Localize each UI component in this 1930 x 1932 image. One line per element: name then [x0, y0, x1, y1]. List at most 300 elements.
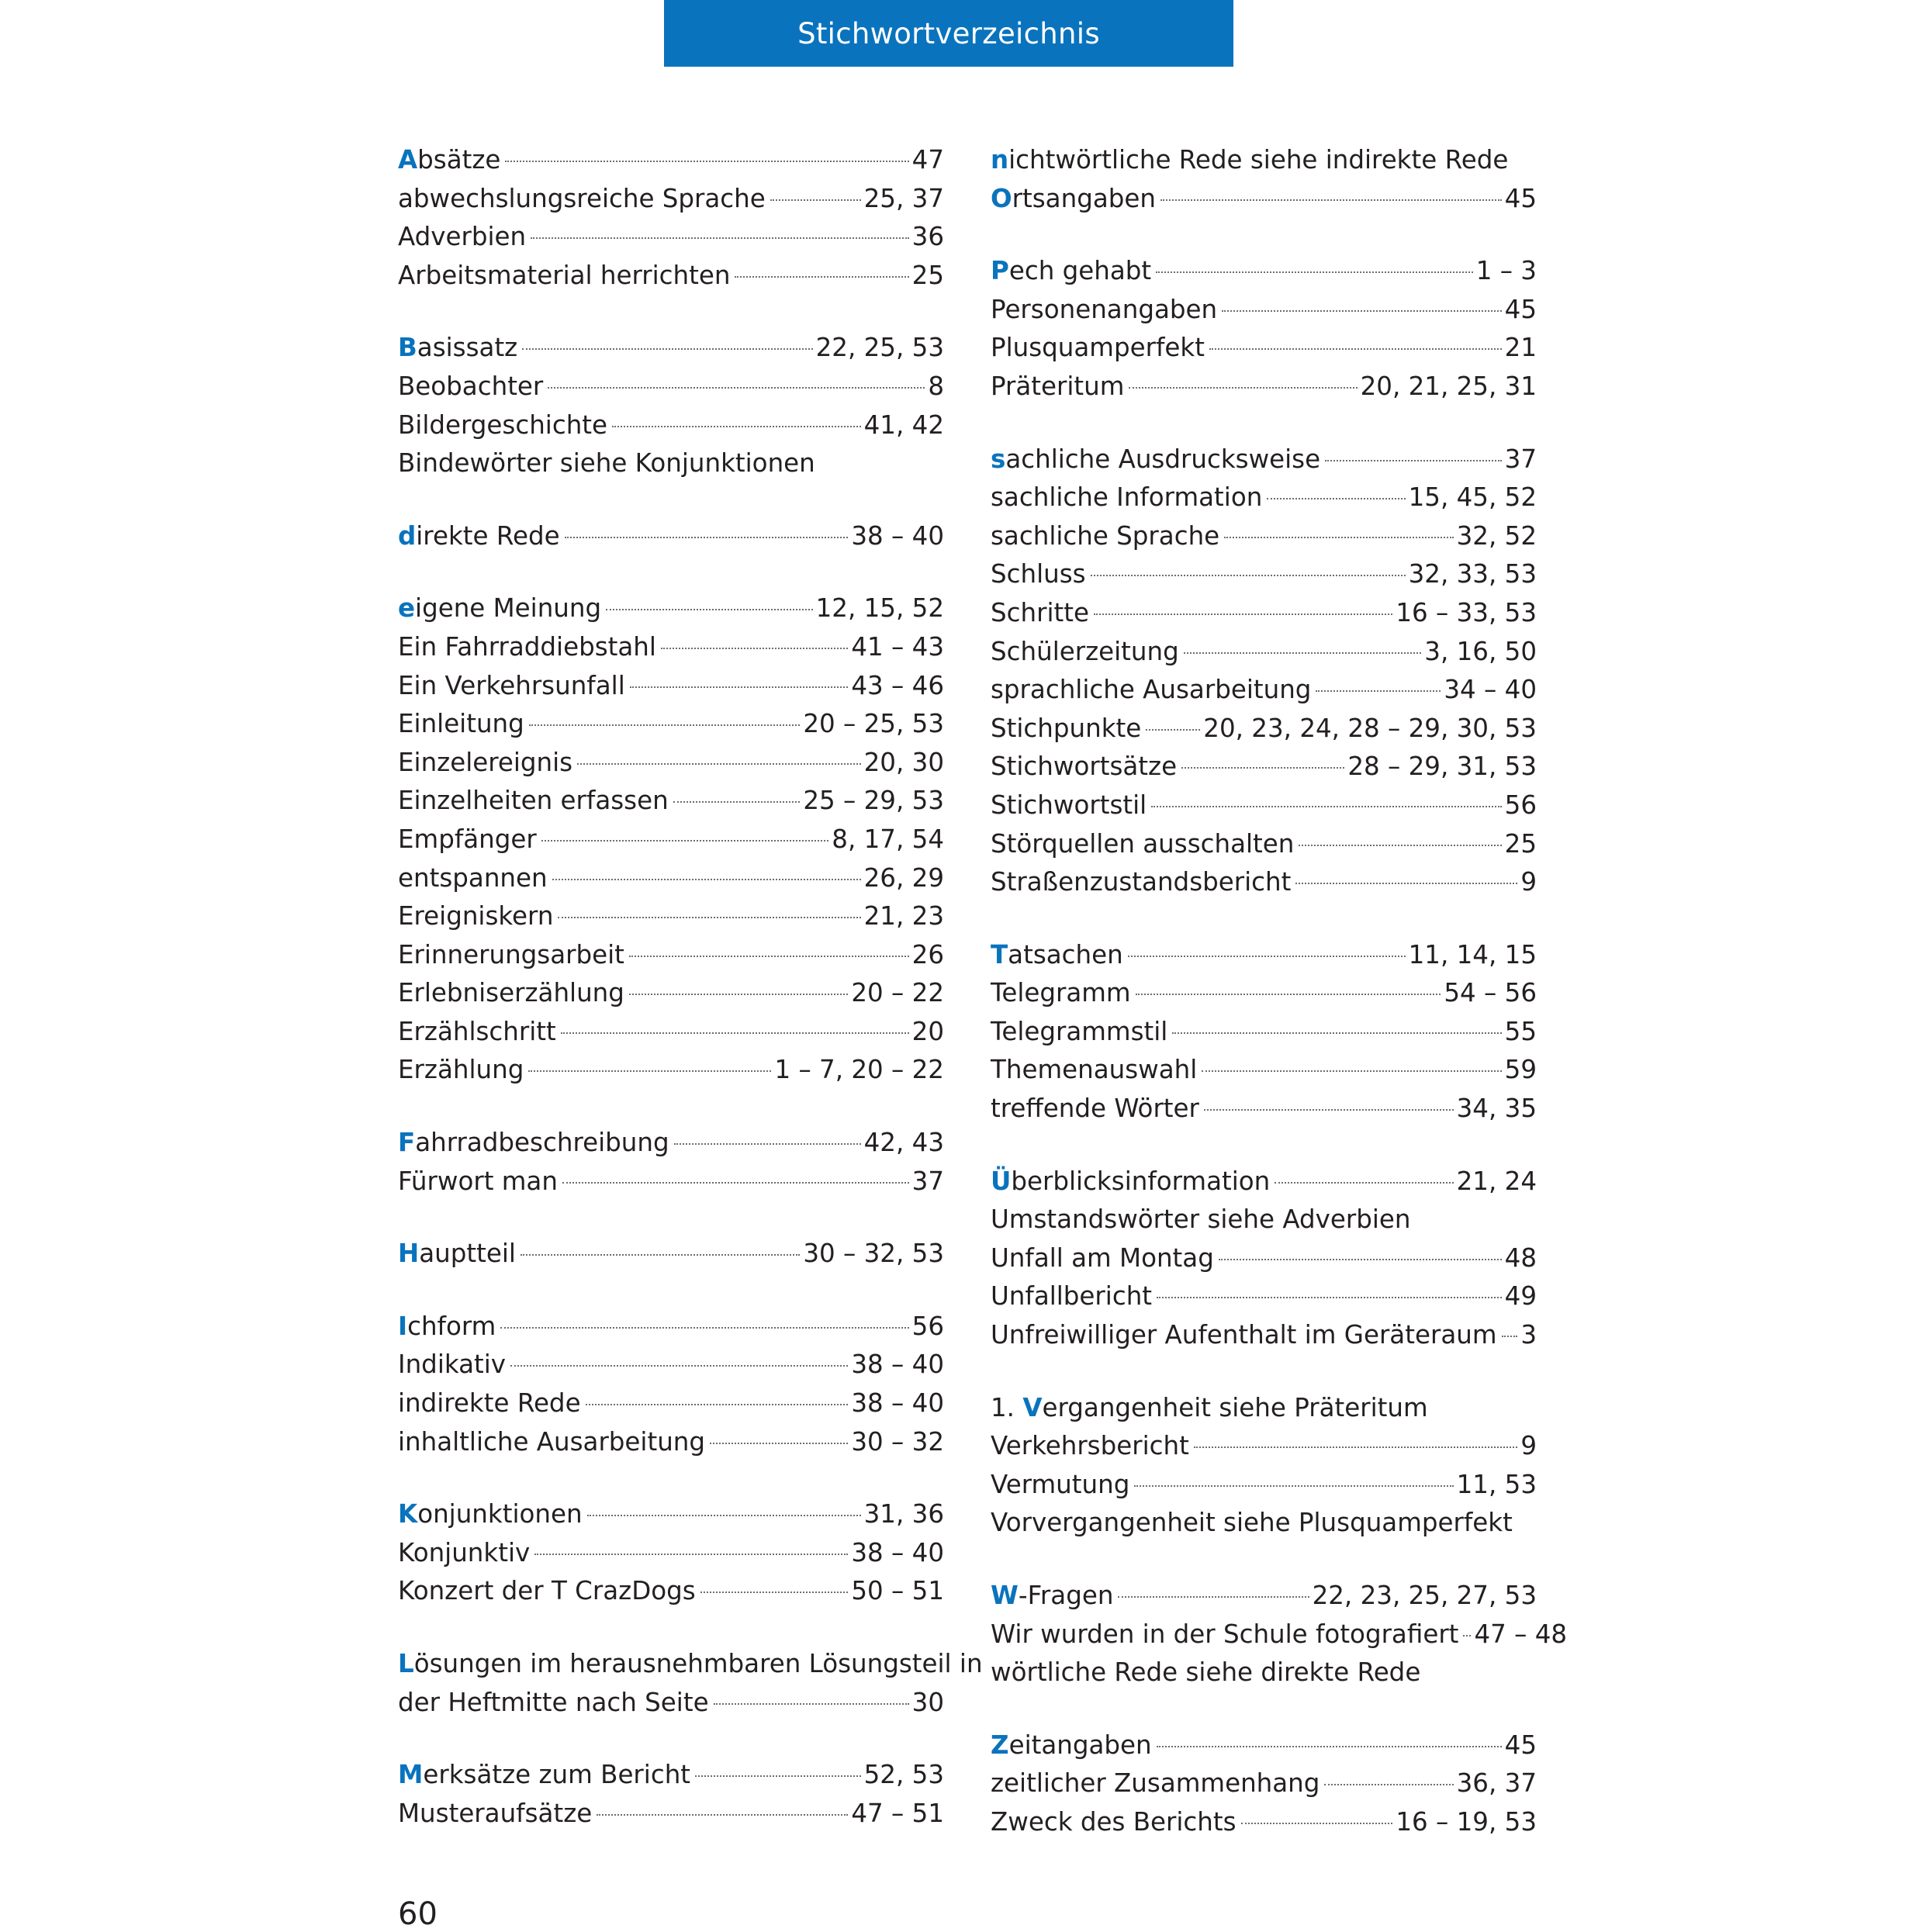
index-page-numbers: 26	[911, 939, 944, 969]
index-term-text: Unfallbericht	[991, 1281, 1153, 1312]
index-term-text: rtsangaben	[1012, 183, 1156, 213]
index-column-left	[398, 141, 983, 1867]
index-term-text: Erlebniserzählung	[398, 978, 624, 1008]
dot-leader	[1094, 613, 1392, 615]
index-term	[398, 782, 669, 821]
index-term	[991, 1051, 1197, 1090]
index-page-numbers: 25	[911, 260, 944, 290]
index-term-text: indirekte Rede	[398, 1388, 581, 1419]
index-term	[398, 1756, 690, 1795]
index-term-text: Telegrammstil	[991, 1016, 1168, 1046]
index-entry	[398, 1308, 944, 1346]
index-term	[398, 936, 624, 975]
dot-leader	[700, 1592, 849, 1593]
index-term-text: -Fragen	[1018, 1581, 1114, 1610]
index-term	[398, 667, 625, 706]
index-term-text: Plusquamperfekt	[991, 333, 1205, 363]
index-initial-letter: W	[991, 1581, 1019, 1610]
index-term	[398, 180, 766, 219]
dot-leader	[541, 840, 829, 842]
index-initial-letter: L	[398, 1649, 414, 1678]
index-term-text: Themenauswahl	[991, 1055, 1198, 1085]
index-term	[991, 329, 1205, 368]
index-term	[398, 1572, 696, 1611]
index-page-numbers: 45	[1504, 294, 1537, 324]
dot-leader	[1463, 1635, 1471, 1636]
index-entry	[991, 1051, 1537, 1090]
index-term	[398, 1795, 592, 1833]
index-term-text: Störquellen ausschalten	[991, 828, 1295, 859]
index-page-numbers: 38 – 40	[851, 1388, 944, 1419]
index-term-text: wörtliche Rede siehe direkte Rede	[991, 1657, 1421, 1688]
index-page-numbers: 20 – 22	[851, 978, 944, 1008]
index-term-text: Wir wurden in der Schule fotografiert	[991, 1619, 1459, 1649]
index-page-numbers: 22, 23, 25, 27, 53	[1312, 1581, 1537, 1610]
dot-leader	[1128, 956, 1406, 957]
index-term-text: Unfreiwilliger Aufenthalt im Geräteraum	[991, 1320, 1497, 1350]
index-page-numbers: 55	[1504, 1016, 1537, 1046]
index-initial-letter: A	[398, 145, 418, 175]
index-entry	[398, 1795, 944, 1833]
index-term-text: Adverbien	[398, 222, 527, 252]
index-entry	[991, 863, 1537, 902]
dot-leader	[735, 276, 908, 278]
index-term-text: ergangenheit siehe Präteritum	[1042, 1392, 1428, 1422]
index-term	[991, 748, 1177, 786]
index-page-numbers: 11, 53	[1456, 1469, 1537, 1499]
index-entry	[991, 1163, 1537, 1201]
index-term	[398, 1013, 556, 1052]
dot-leader	[586, 1404, 849, 1405]
index-page-numbers: 32, 33, 53	[1408, 559, 1537, 589]
index-initial-letter: T	[991, 939, 1008, 969]
index-entry	[398, 444, 944, 483]
index-page-numbers: 20	[911, 1016, 944, 1046]
index-term	[991, 141, 1508, 180]
index-entry	[991, 479, 1537, 517]
index-entry	[398, 406, 944, 445]
index-group	[991, 1726, 1537, 1842]
index-page-numbers: 25	[1504, 828, 1537, 859]
dot-leader	[587, 1515, 861, 1516]
index-entry	[398, 936, 944, 975]
index-page-numbers: 47	[911, 145, 944, 175]
index-term	[398, 329, 517, 368]
index-page-numbers: 9	[1520, 867, 1537, 897]
dot-leader	[1224, 537, 1453, 538]
index-page-numbers: 16 – 19, 53	[1396, 1806, 1537, 1837]
dot-leader	[1157, 1746, 1502, 1747]
index-term-text: erksätze zum Bericht	[423, 1760, 691, 1790]
index-term	[991, 825, 1294, 864]
dot-leader	[1194, 1446, 1517, 1448]
index-initial-letter: F	[398, 1128, 416, 1158]
dot-leader	[528, 1070, 771, 1072]
index-entry	[991, 1389, 1537, 1428]
dot-leader	[529, 724, 801, 726]
index-term-text: bsätze	[417, 145, 501, 175]
dot-leader	[565, 537, 849, 538]
index-term	[991, 517, 1219, 556]
index-entry	[398, 1534, 944, 1573]
index-initial-letter: Ü	[991, 1166, 1012, 1196]
index-page-numbers: 47 – 48	[1474, 1619, 1568, 1649]
index-page-numbers: 47 – 51	[851, 1798, 944, 1828]
dot-leader	[1209, 348, 1502, 350]
dot-leader	[558, 917, 860, 918]
index-entry	[991, 710, 1537, 748]
index-term-text: Schluss	[991, 559, 1086, 589]
page-title: Stichwortverzeichnis	[797, 16, 1100, 50]
dot-leader	[770, 199, 861, 201]
index-term	[398, 1423, 705, 1462]
index-entry	[398, 517, 944, 556]
index-term	[991, 180, 1156, 219]
index-initial-letter: B	[398, 333, 417, 363]
index-entry	[398, 368, 944, 406]
index-page-numbers: 49	[1504, 1281, 1537, 1312]
index-entry	[398, 821, 944, 859]
index-page-numbers: 45	[1504, 1730, 1537, 1760]
index-page-numbers: 20, 23, 24, 28 – 29, 30, 53	[1203, 713, 1537, 743]
index-term-text: auptteil	[419, 1239, 516, 1269]
dot-leader	[1267, 498, 1405, 499]
dot-leader	[1241, 1823, 1393, 1824]
index-entry	[991, 671, 1537, 710]
dot-leader	[629, 956, 909, 957]
index-term	[991, 1577, 1113, 1616]
index-group	[991, 936, 1537, 1128]
index-term-text: Erzählung	[398, 1055, 524, 1085]
index-initial-letter: K	[398, 1499, 418, 1529]
index-term-text: ichtwörtliche Rede siehe indirekte Rede	[1008, 145, 1509, 175]
index-page-numbers: 16 – 33, 53	[1396, 597, 1537, 627]
index-term-text: Einzelereignis	[398, 747, 573, 777]
dot-leader	[505, 161, 908, 162]
index-term	[991, 1201, 1410, 1239]
index-group	[991, 441, 1537, 902]
index-entry	[991, 594, 1537, 633]
index-term-text: ech gehabt	[1008, 256, 1152, 286]
index-term	[398, 1051, 524, 1090]
index-page-numbers: 48	[1504, 1242, 1537, 1273]
dot-leader	[1156, 271, 1473, 273]
index-term	[398, 705, 524, 744]
index-term	[991, 1466, 1129, 1505]
index-page-numbers: 34, 35	[1456, 1094, 1537, 1124]
index-term	[398, 1346, 506, 1384]
dot-leader	[522, 348, 812, 350]
index-term	[991, 671, 1311, 710]
index-page-numbers: 21, 23	[863, 901, 944, 931]
index-term-text: Einleitung	[398, 709, 524, 739]
index-page-numbers: 56	[911, 1311, 944, 1341]
index-term	[991, 1803, 1237, 1842]
index-entry	[398, 1495, 944, 1534]
index-page-numbers: 8	[928, 371, 944, 401]
index-term-text: Straßenzustandsbericht	[991, 867, 1292, 897]
index-term	[398, 1534, 530, 1573]
index-page-numbers: 41, 42	[863, 410, 944, 440]
index-term-text: Vorvergangenheit siehe Plusquamperfekt	[991, 1508, 1513, 1538]
index-group	[398, 1495, 944, 1611]
index-entry	[991, 1504, 1537, 1543]
index-term	[991, 1277, 1152, 1316]
index-term-text: irekte Rede	[416, 520, 560, 551]
index-term-text: Konzert der T CrazDogs	[398, 1576, 696, 1606]
dot-leader	[695, 1775, 861, 1777]
index-entry	[991, 1239, 1537, 1278]
index-page-numbers: 30 – 32, 53	[803, 1239, 944, 1269]
index-term-text: Umstandswörter siehe Adverbien	[991, 1204, 1411, 1235]
index-page-numbers: 41 – 43	[851, 631, 944, 662]
index-term-text: sprachliche Ausarbeitung	[991, 675, 1312, 705]
index-initial-letter: n	[991, 145, 1009, 175]
index-initial-letter: P	[991, 256, 1009, 286]
index-term	[398, 974, 624, 1013]
index-entry	[991, 517, 1537, 556]
index-term	[991, 1163, 1270, 1201]
index-term-text: Schritte	[991, 597, 1089, 627]
index-group	[991, 1577, 1568, 1692]
dot-leader	[673, 801, 801, 803]
header-bar	[664, 0, 1233, 67]
index-term-text: achliche Ausdrucksweise	[1005, 444, 1321, 474]
index-term	[991, 1427, 1189, 1466]
index-term-text: inhaltliche Ausarbeitung	[398, 1426, 706, 1457]
index-page-numbers: 37	[1504, 444, 1537, 474]
index-term-text: Bildergeschichte	[398, 410, 608, 440]
index-page-numbers: 20 – 25, 53	[803, 709, 944, 739]
dot-leader	[630, 686, 849, 688]
index-term-text: Telegramm	[991, 978, 1131, 1008]
index-term-text: Einzelheiten erfassen	[398, 786, 669, 816]
index-term	[991, 1090, 1199, 1128]
index-page-numbers: 21	[1504, 333, 1537, 363]
index-entry	[398, 1051, 944, 1090]
index-term-text: Personenangaben	[991, 294, 1218, 324]
index-term	[991, 710, 1141, 748]
index-page-numbers: 45	[1504, 183, 1537, 213]
index-entry	[398, 1235, 944, 1274]
dot-leader	[534, 1554, 848, 1555]
dot-leader	[1325, 460, 1502, 461]
index-entry	[991, 441, 1537, 479]
dot-leader	[500, 1327, 908, 1329]
index-page-numbers: 43 – 46	[851, 670, 944, 700]
dot-leader	[1091, 575, 1406, 576]
index-page-numbers: 25 – 29, 53	[803, 786, 944, 816]
index-term	[991, 1239, 1214, 1278]
index-page-numbers: 25, 37	[863, 183, 944, 213]
index-term-text: ahrradbeschreibung	[415, 1128, 669, 1158]
index-page-numbers: 28 – 29, 31, 53	[1347, 752, 1537, 782]
index-page-numbers: 15, 45, 52	[1408, 482, 1537, 513]
index-entry	[991, 1201, 1537, 1239]
index-page-numbers: 1 – 3	[1475, 256, 1537, 286]
index-term	[991, 1389, 1428, 1428]
index-term	[398, 406, 607, 445]
dot-leader	[1118, 1596, 1309, 1598]
index-group	[398, 329, 944, 482]
index-entry	[991, 748, 1537, 786]
index-term	[398, 1163, 558, 1201]
dot-leader	[710, 1443, 848, 1444]
index-group	[398, 1645, 983, 1722]
index-entry	[991, 1654, 1537, 1692]
index-group	[398, 1124, 944, 1201]
index-page-numbers: 34 – 40	[1444, 675, 1537, 705]
index-term	[398, 589, 601, 628]
index-term-text: Zweck des Berichts	[991, 1806, 1237, 1837]
index-term	[991, 786, 1147, 825]
dot-leader	[521, 1254, 800, 1256]
index-term	[991, 1504, 1513, 1543]
dot-leader	[1134, 1485, 1453, 1487]
index-entry	[398, 859, 944, 898]
index-group	[398, 1756, 944, 1833]
dot-leader	[548, 387, 925, 389]
index-entry	[398, 257, 944, 296]
index-term-text: Stichpunkte	[991, 713, 1142, 743]
index-term	[398, 859, 548, 898]
index-initial-letter: M	[398, 1760, 424, 1790]
index-page-numbers: 59	[1504, 1055, 1537, 1085]
index-entry	[398, 628, 944, 667]
index-term	[398, 744, 572, 783]
index-entry	[398, 782, 944, 821]
index-column-right	[991, 141, 1568, 1876]
index-initial-letter: I	[398, 1311, 408, 1341]
index-term-text: Beobachter	[398, 371, 544, 401]
index-page-numbers: 31, 36	[863, 1499, 944, 1529]
index-entry	[991, 1616, 1568, 1654]
index-term	[398, 444, 815, 483]
index-term-text: zeitlicher Zusammenhang	[991, 1768, 1320, 1799]
index-term-text: Unfall am Montag	[991, 1242, 1214, 1273]
index-term	[991, 936, 1123, 975]
index-term	[991, 555, 1086, 594]
dot-leader	[714, 1703, 909, 1705]
dot-leader	[561, 1032, 909, 1034]
index-term-text: sachliche Information	[991, 482, 1263, 513]
index-initial-letter: e	[398, 593, 416, 624]
index-group	[991, 252, 1537, 406]
index-page-numbers: 1 – 7, 20 – 22	[774, 1055, 944, 1085]
index-term-text: berblicksinformation	[1011, 1166, 1271, 1196]
index-term	[398, 628, 656, 667]
index-entry	[991, 555, 1537, 594]
index-term-text: Stichwortstil	[991, 790, 1147, 820]
index-page-numbers: 20, 30	[863, 747, 944, 777]
index-page-numbers: 50 – 51	[851, 1576, 944, 1606]
index-group	[991, 141, 1537, 218]
index-entry	[398, 1346, 944, 1384]
index-entry	[398, 180, 944, 219]
index-entry	[991, 1316, 1537, 1355]
dot-leader	[1324, 1784, 1453, 1785]
index-entry	[398, 1013, 944, 1052]
index-term-text: igene Meinung	[415, 593, 602, 624]
index-entry	[991, 1277, 1537, 1316]
index-entry	[991, 180, 1537, 219]
index-term	[991, 1316, 1497, 1355]
page-number: 60	[398, 1896, 438, 1932]
index-entry	[398, 329, 944, 368]
index-initial-letter: V	[1022, 1392, 1043, 1422]
index-term-text: Empfänger	[398, 824, 537, 854]
index-group	[398, 141, 944, 295]
index-initial-letter: d	[398, 520, 417, 551]
index-page-numbers: 9	[1520, 1431, 1537, 1461]
index-page-numbers: 8, 17, 54	[832, 824, 944, 854]
dot-leader	[1316, 690, 1441, 692]
dot-leader	[1295, 883, 1517, 884]
index-term-text: onjunktionen	[417, 1499, 583, 1529]
index-term	[991, 368, 1124, 406]
index-page-numbers: 42, 43	[863, 1128, 944, 1158]
index-term	[991, 1013, 1167, 1052]
index-entry	[991, 1090, 1537, 1128]
index-term-text: eitangaben	[1008, 1730, 1152, 1760]
index-group	[398, 517, 944, 556]
dot-leader	[1129, 387, 1357, 389]
index-term-text: sachliche Sprache	[991, 520, 1220, 551]
dot-leader	[606, 609, 812, 610]
index-term-text: atsachen	[1008, 939, 1123, 969]
index-term	[991, 594, 1089, 633]
index-term-text: Ein Verkehrsunfall	[398, 670, 625, 700]
index-entry	[991, 1427, 1537, 1466]
index-term	[991, 291, 1217, 330]
dot-leader	[1136, 994, 1441, 995]
index-entry	[991, 1764, 1537, 1803]
dot-leader	[577, 763, 861, 765]
index-term-text: asissatz	[417, 333, 518, 363]
index-term-text: Präteritum	[991, 371, 1125, 401]
index-page-numbers: 3	[1520, 1320, 1537, 1350]
index-entry	[398, 705, 944, 744]
index-entry	[398, 1756, 944, 1795]
index-term-text: Ein Fahrraddiebstahl	[398, 631, 656, 662]
dot-leader	[629, 994, 848, 995]
dot-leader	[1172, 1032, 1501, 1034]
index-term-text: der Heftmitte nach Seite	[398, 1687, 709, 1717]
index-term-text: treffende Wörter	[991, 1094, 1199, 1124]
index-term-text: Arbeitsmaterial herrichten	[398, 260, 731, 290]
index-term	[991, 1616, 1458, 1654]
index-term-text: Musteraufsätze	[398, 1798, 593, 1828]
dot-leader	[612, 426, 861, 427]
index-group	[398, 1308, 944, 1461]
index-entry	[991, 141, 1537, 180]
index-term	[991, 1726, 1152, 1765]
index-term-text: chform	[407, 1311, 496, 1341]
index-page-numbers: 21, 24	[1456, 1166, 1537, 1196]
index-term-text: Schülerzeitung	[991, 636, 1179, 666]
index-entry	[398, 667, 944, 706]
index-entry	[398, 1572, 944, 1611]
index-entry	[991, 252, 1537, 291]
index-entry	[991, 1466, 1537, 1505]
index-initial-letter: Z	[991, 1730, 1009, 1760]
dot-leader	[510, 1365, 848, 1367]
index-page-numbers: 52, 53	[863, 1760, 944, 1790]
dot-leader	[1146, 729, 1200, 731]
index-term	[398, 1384, 581, 1423]
index-entry	[991, 1803, 1537, 1842]
index-entry	[398, 897, 944, 936]
